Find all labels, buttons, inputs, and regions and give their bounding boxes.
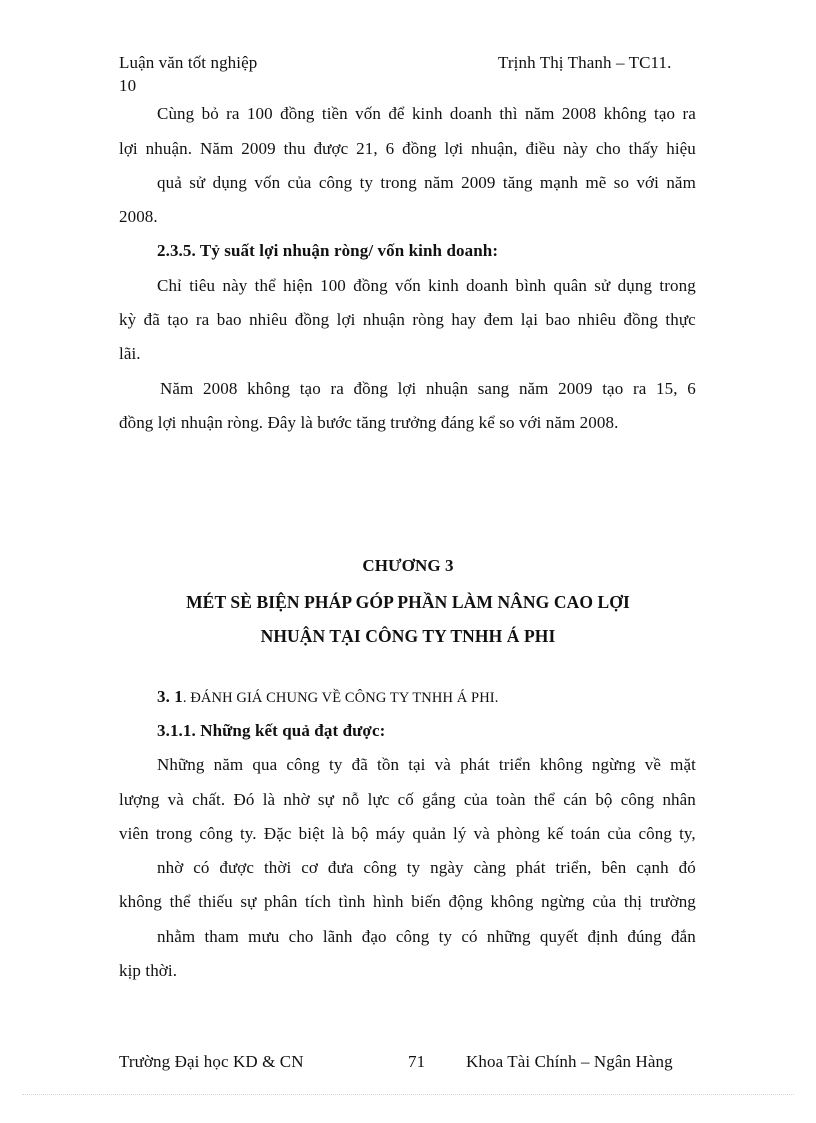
body-line bbox=[119, 790, 696, 810]
word: nhờ bbox=[283, 790, 310, 809]
word: Chỉ bbox=[157, 276, 182, 295]
page-edge-divider bbox=[22, 1094, 794, 1095]
word: ra bbox=[330, 379, 344, 398]
word: ty bbox=[406, 858, 421, 877]
word: toàn bbox=[495, 790, 526, 809]
body-line bbox=[157, 755, 696, 775]
word: đồng bbox=[280, 104, 315, 123]
word: càng bbox=[473, 858, 506, 877]
word: lượng bbox=[119, 790, 160, 809]
word: đó bbox=[678, 858, 696, 877]
word: Đó bbox=[233, 790, 255, 809]
word: của bbox=[592, 892, 617, 911]
word: bình bbox=[515, 276, 547, 295]
word: nhân bbox=[662, 790, 696, 809]
word: không bbox=[119, 892, 162, 911]
word: Năm bbox=[200, 139, 234, 158]
word: Năm bbox=[160, 379, 194, 398]
word: lại bbox=[520, 310, 539, 329]
word: 100 bbox=[320, 276, 346, 295]
word: đã bbox=[351, 755, 368, 774]
word: kinh bbox=[411, 104, 443, 123]
word: không bbox=[247, 379, 291, 398]
word: nhuận bbox=[426, 379, 469, 398]
word: quyết bbox=[539, 927, 579, 946]
section-heading-3-1-1: 3.1.1. Những kết quả đạt được: bbox=[157, 721, 386, 740]
word: của bbox=[287, 173, 312, 192]
word: đồng bbox=[294, 310, 330, 329]
word: lợi bbox=[336, 310, 356, 329]
word: hiệu bbox=[666, 139, 696, 158]
word: lực bbox=[367, 790, 390, 809]
body-line: đồng lợi nhuận ròng. Đây là bước tăng trưởng đáng kể so với năm 2008. bbox=[119, 413, 619, 432]
word: nhờ bbox=[157, 858, 184, 877]
word: 2009 bbox=[558, 379, 593, 398]
word: không bbox=[539, 755, 583, 774]
word: ty. bbox=[239, 824, 257, 843]
word: công bbox=[395, 927, 430, 946]
word: tồn bbox=[377, 755, 400, 774]
word: mưu bbox=[248, 927, 280, 946]
word: có bbox=[193, 858, 210, 877]
word: tăng bbox=[502, 173, 533, 192]
body-line: kịp thời. bbox=[119, 961, 178, 980]
word: Những bbox=[157, 755, 205, 774]
word: bộ bbox=[595, 790, 613, 809]
word: nhuận, bbox=[471, 139, 518, 158]
section-3-1-title: . ĐÁNH GIÁ CHUNG VỀ CÔNG TY TNHH Á PHI. bbox=[182, 690, 499, 706]
word: viên bbox=[119, 824, 149, 843]
word: 2009 bbox=[461, 173, 496, 192]
word: Đặc bbox=[263, 824, 292, 843]
word: chất. bbox=[192, 790, 226, 809]
body-line bbox=[119, 139, 696, 159]
word: và bbox=[473, 824, 490, 843]
word: về bbox=[644, 755, 661, 774]
word: biệt bbox=[298, 824, 325, 843]
body-line bbox=[119, 892, 696, 912]
word: thể bbox=[533, 790, 555, 809]
word: tham bbox=[204, 927, 239, 946]
word: năm bbox=[524, 104, 555, 123]
word: tạo bbox=[654, 104, 676, 123]
word: đem bbox=[483, 310, 514, 329]
word: bao bbox=[216, 310, 242, 329]
word: trong bbox=[380, 173, 417, 192]
word: doanh bbox=[466, 276, 509, 295]
header-right: Trịnh Thị Thanh – TC11. bbox=[498, 53, 672, 72]
word: ngày bbox=[430, 858, 464, 877]
word: quả bbox=[157, 173, 182, 192]
word: năm bbox=[213, 755, 244, 774]
word: sử bbox=[189, 173, 206, 192]
word: thị bbox=[623, 892, 643, 911]
word: trong bbox=[155, 824, 193, 843]
word: nhuận. bbox=[145, 139, 193, 158]
word: kế bbox=[547, 824, 564, 843]
word: bỏ bbox=[201, 104, 219, 123]
word: đồng bbox=[353, 379, 388, 398]
word: đắn bbox=[671, 927, 696, 946]
word: cơ bbox=[301, 858, 318, 877]
word: bên bbox=[601, 858, 627, 877]
word: tiền bbox=[321, 104, 348, 123]
section-heading-3-1 bbox=[157, 687, 498, 708]
word: ngừng bbox=[541, 892, 585, 911]
word: thể bbox=[169, 892, 191, 911]
word: đúng bbox=[627, 927, 662, 946]
word: kỳ bbox=[119, 310, 137, 329]
word: so bbox=[613, 173, 630, 192]
body-line bbox=[157, 276, 696, 296]
word: mẽ bbox=[585, 173, 607, 192]
word: máy bbox=[375, 824, 406, 843]
word: phát bbox=[515, 858, 546, 877]
word: 6 bbox=[687, 379, 696, 398]
word: này bbox=[222, 276, 248, 295]
word: định bbox=[587, 927, 619, 946]
word: ty bbox=[359, 173, 374, 192]
word: cán bbox=[563, 790, 588, 809]
word: hay bbox=[451, 310, 477, 329]
word: có bbox=[461, 927, 478, 946]
word: với bbox=[636, 173, 659, 192]
word: năm bbox=[666, 173, 696, 192]
word: không bbox=[603, 104, 647, 123]
word: kinh bbox=[428, 276, 459, 295]
word: thấy bbox=[628, 139, 659, 158]
word: cho bbox=[595, 139, 621, 158]
word: 2009 bbox=[241, 139, 276, 158]
word: cố bbox=[397, 790, 414, 809]
word: năm bbox=[518, 379, 549, 398]
body-line bbox=[157, 104, 696, 124]
word: năm bbox=[424, 173, 454, 192]
word: không bbox=[490, 892, 534, 911]
word: vốn bbox=[355, 104, 381, 123]
header-continuation: 10 bbox=[119, 76, 137, 95]
word: tạo bbox=[602, 379, 624, 398]
word: của bbox=[607, 824, 632, 843]
word: sự bbox=[317, 790, 334, 809]
word: và bbox=[167, 790, 184, 809]
footer-right: Khoa Tài Chính – Ngân Hàng bbox=[466, 1052, 673, 1071]
word: qua bbox=[252, 755, 278, 774]
word: công bbox=[638, 824, 672, 843]
footer-left: Trường Đại học KD & CN bbox=[119, 1052, 304, 1071]
word: thời bbox=[263, 858, 292, 877]
word: lợi bbox=[444, 139, 464, 158]
word: nhuận bbox=[362, 310, 405, 329]
word: bộ bbox=[351, 824, 369, 843]
word: doanh bbox=[449, 104, 492, 123]
word: thu bbox=[283, 139, 306, 158]
word: phân bbox=[263, 892, 298, 911]
body-line: lãi. bbox=[119, 344, 141, 363]
word: 100 bbox=[246, 104, 273, 123]
word: công bbox=[286, 755, 320, 774]
body-line bbox=[119, 824, 696, 844]
word: ngừng bbox=[591, 755, 636, 774]
body-line bbox=[157, 927, 696, 947]
word: để bbox=[388, 104, 405, 123]
word: bao bbox=[545, 310, 571, 329]
footer-page-number: 71 bbox=[408, 1052, 426, 1071]
word: vốn bbox=[254, 173, 281, 192]
word: và bbox=[434, 755, 451, 774]
word: đồng bbox=[353, 276, 388, 295]
word: công bbox=[363, 858, 397, 877]
word: động bbox=[448, 892, 483, 911]
body-line bbox=[157, 858, 696, 878]
body-line bbox=[160, 379, 696, 399]
word: ra bbox=[195, 310, 210, 329]
word: lợi bbox=[119, 139, 138, 158]
word: được bbox=[219, 858, 255, 877]
word: Cùng bbox=[157, 104, 195, 123]
body-line bbox=[119, 310, 696, 330]
word: đạo bbox=[361, 927, 387, 946]
word: hiện bbox=[283, 276, 313, 295]
word: tích bbox=[305, 892, 331, 911]
word: vốn bbox=[395, 276, 421, 295]
word: cho bbox=[288, 927, 314, 946]
word: những bbox=[486, 927, 531, 946]
word: công bbox=[318, 173, 353, 192]
word: ty, bbox=[679, 824, 696, 843]
word: sử bbox=[594, 276, 611, 295]
word: triển bbox=[498, 755, 531, 774]
word: lãnh bbox=[322, 927, 353, 946]
body-line: 2008. bbox=[119, 207, 158, 226]
word: cạnh bbox=[636, 858, 669, 877]
word: nhằm bbox=[157, 927, 196, 946]
word: mặt bbox=[670, 755, 696, 774]
word: thể bbox=[254, 276, 276, 295]
word: ty bbox=[329, 755, 343, 774]
word: đã bbox=[143, 310, 160, 329]
word: dụng bbox=[617, 276, 653, 295]
word: 2008 bbox=[203, 379, 238, 398]
word: tiêu bbox=[189, 276, 216, 295]
word: ra bbox=[632, 379, 647, 398]
word: tạo bbox=[299, 379, 321, 398]
word: nỗ bbox=[342, 790, 360, 809]
header-left: Luận văn tốt nghiệp bbox=[119, 53, 258, 72]
word: điều bbox=[525, 139, 556, 158]
word: mạnh bbox=[539, 173, 579, 192]
word: sang bbox=[477, 379, 510, 398]
word: dụng bbox=[212, 173, 248, 192]
word: ty bbox=[438, 927, 453, 946]
word: là bbox=[262, 790, 276, 809]
body-line bbox=[157, 173, 696, 193]
word: tạo bbox=[167, 310, 189, 329]
section-heading-2-3-5: 2.3.5. Tỷ suất lợi nhuận ròng/ vốn kinh doanh: bbox=[157, 241, 499, 260]
word: trong bbox=[659, 276, 696, 295]
word: nhiêu bbox=[249, 310, 288, 329]
word: quản bbox=[412, 824, 446, 843]
word: nhiêu bbox=[577, 310, 617, 329]
word: này bbox=[563, 139, 588, 158]
word: lý bbox=[453, 824, 467, 843]
word: toán bbox=[570, 824, 601, 843]
word: triển, bbox=[555, 858, 592, 877]
word: gắng bbox=[422, 790, 456, 809]
word: đưa bbox=[327, 858, 354, 877]
chapter-title-line1: MÉT SÈ BIỆN PHÁP GÓP PHẦN LÀM NÂNG CAO LỢI bbox=[186, 592, 630, 612]
word: đồng bbox=[402, 139, 437, 158]
word: 15, bbox=[656, 379, 678, 398]
word: đồng bbox=[623, 310, 658, 329]
word: quân bbox=[553, 276, 587, 295]
word: hình bbox=[372, 892, 404, 911]
word: phòng bbox=[497, 824, 541, 843]
word: công bbox=[620, 790, 655, 809]
word: 21, bbox=[356, 139, 378, 158]
word: 6 bbox=[385, 139, 395, 158]
word: lợi bbox=[397, 379, 417, 398]
word: ròng bbox=[412, 310, 444, 329]
word: là bbox=[331, 824, 345, 843]
word: được bbox=[313, 139, 349, 158]
word: thực bbox=[665, 310, 696, 329]
word: của bbox=[463, 790, 488, 809]
section-3-1-number: 3. 1 bbox=[157, 687, 183, 706]
word: tại bbox=[408, 755, 426, 774]
word: biến bbox=[411, 892, 441, 911]
word: thì bbox=[499, 104, 518, 123]
word: thiếu bbox=[198, 892, 233, 911]
word: ra bbox=[682, 104, 696, 123]
chapter-title-line2: NHUẬN TẠI CÔNG TY TNHH Á PHI bbox=[260, 626, 556, 646]
word: 2008 bbox=[561, 104, 597, 123]
chapter-label: CHƯƠNG 3 bbox=[362, 556, 454, 575]
word: ra bbox=[226, 104, 240, 123]
word: trường bbox=[649, 892, 696, 911]
word: sự bbox=[240, 892, 257, 911]
word: phát bbox=[460, 755, 490, 774]
word: công bbox=[199, 824, 233, 843]
word: tình bbox=[338, 892, 366, 911]
